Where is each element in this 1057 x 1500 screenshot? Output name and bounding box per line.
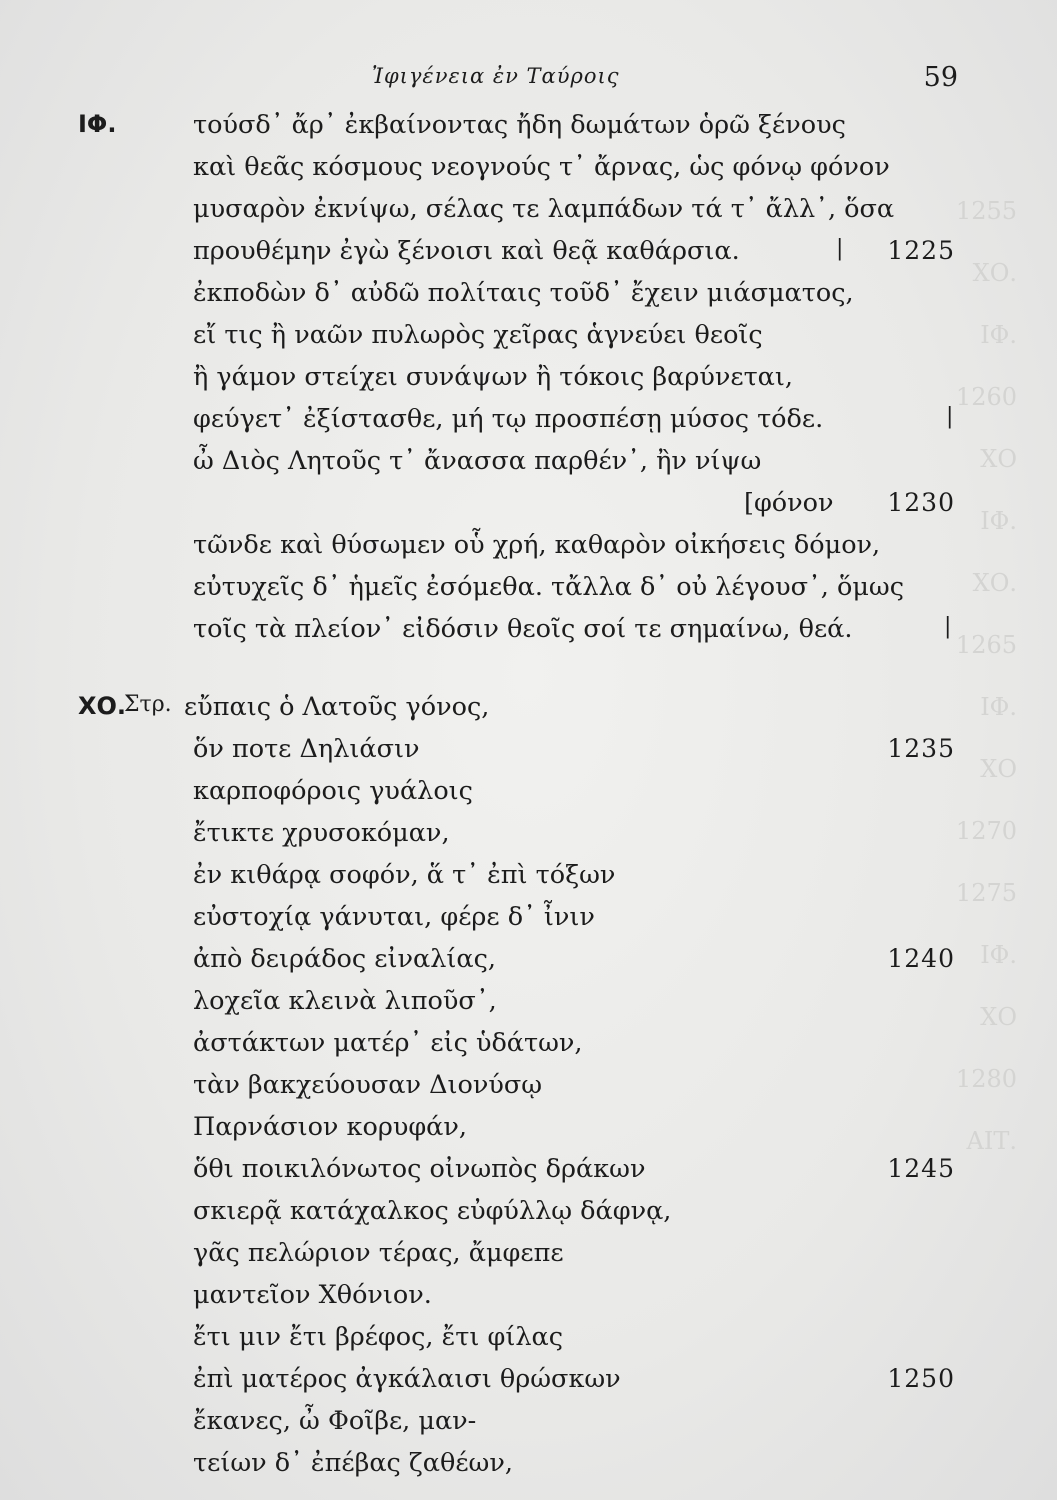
verse-text: τοῖς τὰ πλείον᾽ εἰδόσιν θεοῖς σοί τε σημαίνω, θεά. — [193, 614, 853, 644]
verse-line — [0, 320, 1057, 360]
shadow-number: ΙΦ. — [980, 693, 1017, 721]
verse-text: γᾶς πελώριον τέρας, ἄμφεπε — [193, 1238, 564, 1268]
shadow-number: ΙΦ. — [980, 321, 1017, 349]
speaker-label: ΧΟ. — [78, 692, 127, 720]
verse-line — [0, 572, 1057, 612]
verse-text: ἀπὸ δειράδος εἰναλίας, — [193, 944, 496, 974]
line-number: 1240 — [887, 944, 955, 973]
verse-line — [0, 446, 1057, 486]
verse-line — [0, 488, 1057, 528]
verse-line — [0, 1154, 1057, 1194]
verse-line — [0, 530, 1057, 570]
verse-text: τῶνδε καὶ θύσωμεν οὗ χρή, καθαρὸν οἰκήσεις δόμον, — [193, 530, 881, 560]
verse-line — [0, 1238, 1057, 1278]
verse-line — [0, 194, 1057, 234]
verse-text: εἴ τις ἢ ναῶν πυλωρὸς χεῖρας ἁγνεύει θεοῖς — [193, 320, 763, 350]
verse-text: μαντεῖον Χθόνιον. — [193, 1280, 432, 1310]
verse-line — [0, 362, 1057, 402]
verse-line — [0, 404, 1057, 444]
verse-line — [0, 1196, 1057, 1236]
verse-text: μυσαρὸν ἐκνίψω, σέλας τε λαμπάδων τά τ᾽ ἄλλ᾽, ὅσα — [193, 194, 895, 224]
colon-marker: | — [944, 614, 952, 639]
shadow-number: ΑΙΤ. — [966, 1127, 1017, 1155]
verse-line — [0, 776, 1057, 816]
shadow-number: 1280 — [955, 1065, 1017, 1093]
shadow-number: ΧΟ — [980, 755, 1017, 783]
verse-line — [0, 734, 1057, 774]
page-number: 59 — [923, 62, 958, 93]
shadow-number: 1270 — [955, 817, 1017, 845]
verse-text: ἐπὶ ματέρος ἀγκάλαισι θρώσκων — [193, 1364, 621, 1394]
verse-line — [0, 1364, 1057, 1404]
shadow-number: ΧΟ — [980, 445, 1017, 473]
shadow-number: ΙΦ. — [980, 507, 1017, 535]
line-number: 1245 — [887, 1154, 955, 1183]
shadow-number: ΧΟ. — [972, 569, 1017, 597]
shadow-number: 1265 — [955, 631, 1017, 659]
verse-line — [0, 1322, 1057, 1362]
shadow-number: 1275 — [955, 879, 1017, 907]
verse-line — [0, 236, 1057, 276]
verse-text: φεύγετ᾽ ἐξίστασθε, μή τῳ προσπέσῃ μύσος τόδε. — [193, 404, 824, 434]
line-number: 1250 — [887, 1364, 955, 1393]
verse-text: καὶ θεᾶς κόσμους νεογνούς τ᾽ ἄρνας, ὡς φόνῳ φόνον — [193, 152, 890, 182]
verse-line — [0, 692, 1057, 732]
verse-text: σκιερᾷ κατάχαλκος εὐφύλλῳ δάφνᾳ, — [193, 1196, 672, 1226]
verse-text: Παρνάσιον κορυφάν, — [193, 1112, 468, 1142]
verse-text: ἔτικτε χρυσοκόμαν, — [193, 818, 450, 848]
verse-line — [0, 614, 1057, 654]
verse-line — [0, 1448, 1057, 1488]
verse-text: προυθέμην ἐγὼ ξένοισι καὶ θεᾷ καθάρσια. — [193, 236, 740, 266]
verse-line — [0, 278, 1057, 318]
verse-line — [0, 986, 1057, 1026]
verse-line — [0, 860, 1057, 900]
verse-line — [0, 110, 1057, 150]
colon-marker: | — [946, 404, 954, 429]
running-title: Ἰφιγένεια ἐν Ταύροις — [372, 64, 620, 88]
verse-text: [φόνον — [744, 488, 834, 518]
line-number: 1225 — [887, 236, 955, 265]
verse-line — [0, 902, 1057, 942]
shadow-number: 1260 — [955, 383, 1017, 411]
verse-text: ἐν κιθάρᾳ σοφόν, ἅ τ᾽ ἐπὶ τόξων — [193, 860, 616, 890]
verse-text: ἀστάκτων ματέρ᾽ εἰς ὑδάτων, — [193, 1028, 583, 1058]
verse-line — [0, 1280, 1057, 1320]
shadow-number: ΙΦ. — [980, 941, 1017, 969]
verse-text: εὔπαις ὁ Λατοῦς γόνος, — [184, 692, 490, 722]
verse-line — [0, 818, 1057, 858]
shadow-number: 1255 — [955, 197, 1017, 225]
verse-text: ἐκποδὼν δ᾽ αὐδῶ πολίταις τοῦδ᾽ ἔχειν μιάσματος, — [193, 278, 854, 308]
verse-text: εὐστοχίᾳ γάνυται, φέρε δ᾽ ἶνιν — [193, 902, 595, 932]
verse-text: τὰν βακχεύουσαν Διονύσῳ — [193, 1070, 543, 1100]
verse-text: εὐτυχεῖς δ᾽ ἡμεῖς ἐσόμεθα. τἄλλα δ᾽ οὐ λέγουσ᾽, ὅμως — [193, 572, 905, 602]
verse-text: τούσδ᾽ ἄρ᾽ ἐκβαίνοντας ἤδη δωμάτων ὁρῶ ξένους — [193, 110, 846, 140]
verse-text: λοχεῖα κλεινὰ λιποῦσ᾽, — [193, 986, 497, 1016]
speaker-label: ΙΦ. — [78, 110, 117, 138]
verse-text: ἢ γάμον στείχει συνάψων ἢ τόκοις βαρύνεται, — [193, 362, 794, 392]
verse-line — [0, 1112, 1057, 1152]
shadow-number: ΧΟ — [980, 1003, 1017, 1031]
verse-line — [0, 944, 1057, 984]
verse-text: ὅν ποτε Δηλιάσιν — [193, 734, 420, 764]
running-header — [0, 64, 1057, 104]
verse-text: τείων δ᾽ ἐπέβας ζαθέων, — [193, 1448, 513, 1478]
line-number: 1235 — [887, 734, 955, 763]
verse-text: ἔκανες, ὦ Φοῖβε, μαν- — [193, 1406, 477, 1436]
verse-line — [0, 1028, 1057, 1068]
line-number: 1230 — [887, 488, 955, 517]
shadow-number: ΧΟ. — [972, 259, 1017, 287]
verse-text: ὦ Διὸς Λητοῦς τ᾽ ἄνασσα παρθέν᾽, ἢν νίψω — [193, 446, 762, 476]
verse-line — [0, 152, 1057, 192]
verse-line — [0, 1070, 1057, 1110]
verse-text: ἔτι μιν ἔτι βρέφος, ἔτι φίλας — [193, 1322, 564, 1352]
verse-line — [0, 1406, 1057, 1446]
verse-text: καρποφόροις γυάλοις — [193, 776, 473, 806]
strophe-label: Στρ. — [124, 692, 172, 717]
colon-marker: | — [836, 236, 844, 261]
verse-text: ὅθι ποικιλόνωτος οἰνωπὸς δράκων — [193, 1154, 646, 1184]
